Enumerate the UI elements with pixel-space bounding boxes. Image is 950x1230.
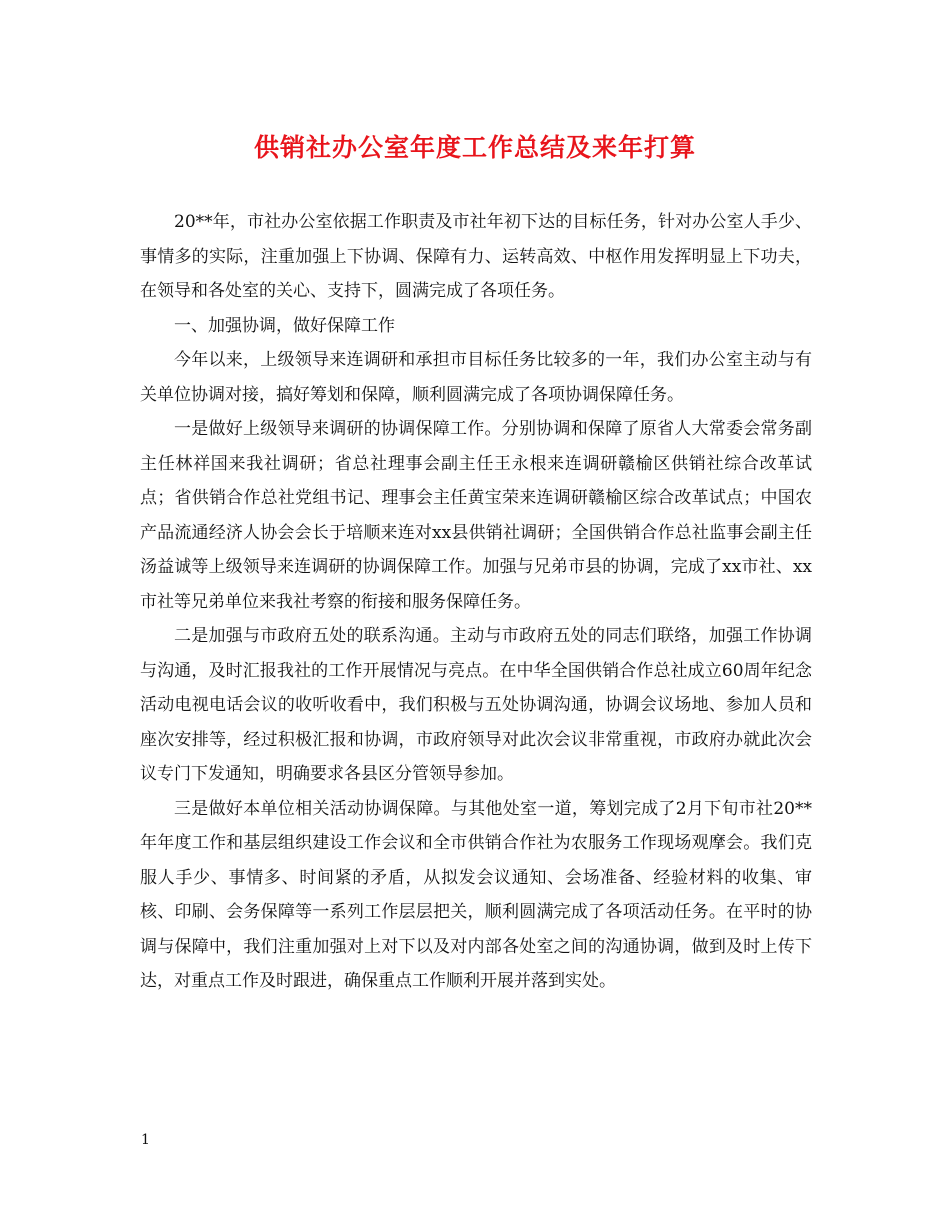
document-title: 供销社办公室年度工作总结及来年打算 xyxy=(253,133,696,162)
page-number: 1 xyxy=(141,1132,150,1148)
intro-paragraph: 20**年，市社办公室依据工作职责及市社年初下达的目标任务，针对办公室人手少、事情多的实际，注重加强上下协调、保障有力、运转高效、中枢作用发挥明显上下功夫，在领导和各处室的关心、支持下，圆满完成了各项任务。 xyxy=(140,212,812,301)
body-paragraph: 二是加强与市政府五处的联系沟通。主动与市政府五处的同志们联络，加强工作协调与沟通，及时汇报我社的工作开展情况与亮点。在中华全国供销合作总社成立60周年纪念活动电视电话会议的收听收看中，我们积极与五处协调沟通，协调会议场地、参加人员和座次安排等，经过积极汇报和协调，市政府领导对此次会议非常重视，市政府办就此次会议专门下发通知，明确要求各县区分管领导参加。 xyxy=(140,626,812,784)
section-heading: 一、加强协调，做好保障工作 xyxy=(174,315,395,336)
body-paragraph: 一是做好上级领导来调研的协调保障工作。分别协调和保障了原省人大常委会常务副主任林祥国来我社调研；省总社理事会副主任王永根来连调研赣榆区供销社综合改革试点；省供销合作总社党组书记、理事会主任黄宝荣来连调研赣榆区综合改革试点；中国农产品流通经济人协会会长于培顺来连对xx县供销社调研；全国供销合作总社监事会副主任汤益诚等上级领导来连调研的协调保障工作。加强与兄弟市县的协调，完成了xx市社、xx市社等兄弟单位来我社考察的衔接和服务保障任务。 xyxy=(140,419,812,612)
body-paragraph: 今年以来，上级领导来连调研和承担市目标任务比较多的一年，我们办公室主动与有关单位协调对接，搞好筹划和保障，顺利圆满完成了各项协调保障任务。 xyxy=(140,350,812,405)
document-body xyxy=(140,205,812,999)
body-paragraph: 三是做好本单位相关活动协调保障。与其他处室一道，筹划完成了2月下旬市社20**年年度工作和基层组织建设工作会议和全市供销合作社为农服务工作现场观摩会。我们克服人手少、事情多、时间紧的矛盾，从拟发会议通知、会场准备、经验材料的收集、审核、印刷、会务保障等一系列工作层层把关，顺利圆满完成了各项活动任务。在平时的协调与保障中，我们注重加强对上对下以及对内部各处室之间的沟通协调，做到及时上传下达，对重点工作及时跟进，确保重点工作顺利开展并落到实处。 xyxy=(140,798,812,991)
